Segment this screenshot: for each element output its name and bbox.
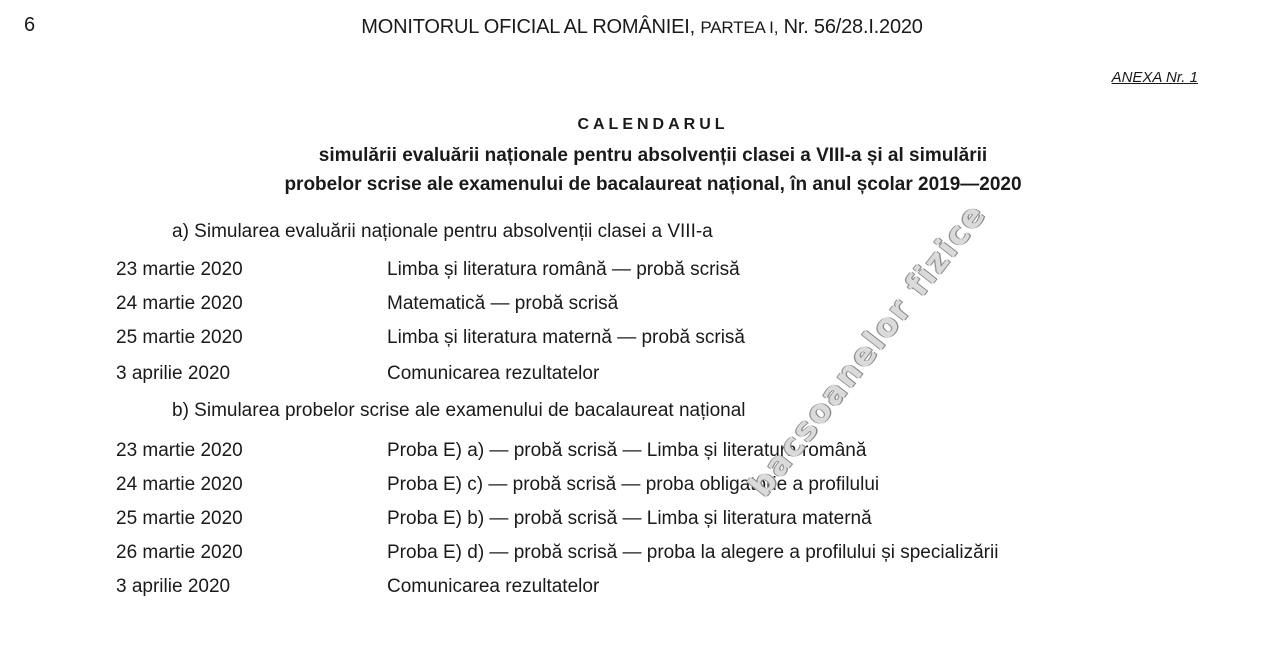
site-watermark: bacsoanelor fizice	[741, 195, 994, 504]
schedule-date: 26 martie 2020	[116, 542, 243, 563]
document-subtitle-line-2: probelor scrise ale examenului de bacalaureat național, în anul școlar 2019—2020	[284, 174, 1022, 195]
schedule-date: 25 martie 2020	[116, 508, 243, 529]
schedule-date: 23 martie 2020	[116, 440, 243, 461]
schedule-description: Proba E) c) — probă scrisă — proba obligatorie a profilului	[387, 474, 880, 495]
issue-number: Nr. 56/28.I.2020	[783, 16, 923, 38]
schedule-description: Comunicarea rezultatelor	[387, 576, 600, 597]
schedule-date: 3 aprilie 2020	[116, 363, 231, 384]
publication-name: MONITORUL OFICIAL AL ROMÂNIEI,	[361, 16, 695, 38]
publication-part: PARTEA I,	[700, 18, 779, 37]
schedule-description: Proba E) b) — probă scrisă — Limba și literatura maternă	[387, 508, 872, 529]
schedule-description: Matematică — probă scrisă	[387, 293, 619, 314]
section-b-heading: b) Simularea probelor scrise ale examenului de bacalaureat național	[172, 400, 746, 421]
document-title: CALENDARUL	[577, 116, 729, 133]
schedule-date: 25 martie 2020	[116, 327, 243, 348]
page-number: 6	[24, 14, 36, 36]
section-a-heading: a) Simularea evaluării naționale pentru absolvenții clasei a VIII-a	[172, 221, 713, 242]
schedule-description: Comunicarea rezultatelor	[387, 363, 600, 384]
schedule-description: Limba și literatura română — probă scrisă	[387, 259, 740, 280]
schedule-date: 24 martie 2020	[116, 293, 243, 314]
schedule-date: 24 martie 2020	[116, 474, 243, 495]
schedule-date: 3 aprilie 2020	[116, 576, 231, 597]
schedule-description: Limba și literatura maternă — probă scrisă	[387, 327, 745, 348]
document-subtitle-line-1: simulării evaluării naționale pentru absolvenții clasei a VIII-a și al simulării	[318, 145, 988, 166]
gazette-header	[0, 16, 1284, 39]
schedule-date: 23 martie 2020	[116, 259, 243, 280]
schedule-description: Proba E) a) — probă scrisă — Limba și literatura română	[387, 440, 867, 461]
annex-label: ANEXA Nr. 1	[1111, 69, 1198, 86]
schedule-description: Proba E) d) — probă scrisă — proba la alegere a profilului și specializării	[387, 542, 999, 563]
